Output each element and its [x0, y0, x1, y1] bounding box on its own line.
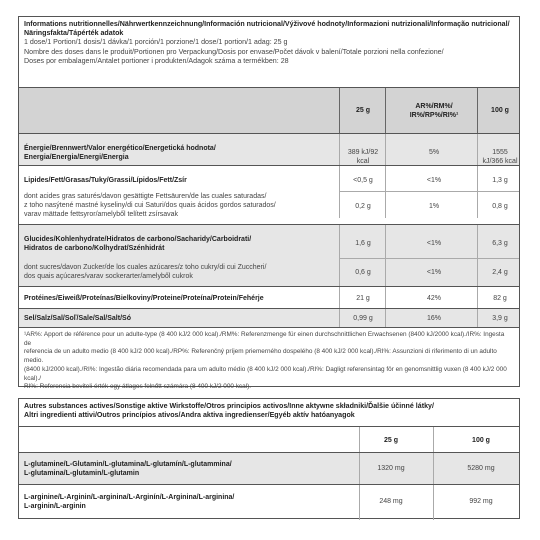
protein-ri: 42% [426, 295, 441, 302]
row-label-fat: Lipides/Fett/Grasas/Tuky/Grassi/Lípidos/Fett/Zsír [24, 177, 187, 184]
divider [385, 88, 386, 134]
nutrition-header [19, 17, 519, 66]
row-label-saturates-line3: varav mättade fettsyror/amelyből telített zsírsavak [24, 211, 179, 218]
footnote-line1: ¹AR%: Apport de référence pour un adulte-type (8 400 kJ/2 000 kcal)./RM%: Referenzmenge für einen durchschnittlichen Erwachsenen (8400 kJ/2000 kcal)./IR%: Ingesta de [24, 331, 505, 347]
divider [339, 134, 340, 166]
table-row-arginine [19, 484, 519, 520]
divider [477, 88, 478, 134]
divider [477, 134, 478, 166]
row-label-saturates-line2: z toho nasýtené mastné kyseliny/di cui Saturi/dos quais ácidos gordos saturados/ [24, 202, 276, 209]
saturates-per-100g: 0,8 g [492, 203, 508, 210]
nutrition-table-panel [18, 16, 520, 391]
active-column-header-row [19, 426, 519, 453]
row-label-glutamine-line2: L-glutamina/L-glutamin/L-glutamin [24, 470, 140, 477]
saturates-ri: 1% [428, 203, 440, 210]
column-header-row [19, 87, 519, 134]
divider [477, 309, 478, 327]
divider [385, 287, 386, 309]
saturates-per-25g: 0,2 g [355, 203, 371, 210]
divider [385, 134, 386, 166]
active-title-line1: Autres substances actives/Sonstige aktive Wirkstoffe/Otros principios activos/Inne aktywne składniki/Ďalšie účinné látky/ [24, 402, 434, 410]
divider [339, 309, 340, 327]
divider [385, 166, 386, 218]
arginine-per-100g: 992 mg [469, 498, 493, 505]
divider [477, 166, 478, 218]
salt-per-25g: 0,99 g [353, 315, 373, 322]
table-row-salt [19, 308, 519, 328]
row-label-carbs-line1: Glucides/Kohlenhydrate/Hidratos de carbono/Sacharidy/Carboidrati/ [24, 236, 252, 243]
protein-per-100g: 82 g [493, 295, 507, 302]
fat-per-100g: 1,3 g [492, 177, 508, 184]
energy-ri: 5% [428, 149, 440, 156]
protein-per-25g: 21 g [356, 295, 370, 302]
row-label-energy-line2: Energia/Energia/Energi/Energia [24, 154, 129, 161]
arginine-per-25g: 248 mg [379, 498, 403, 505]
divider [339, 166, 340, 218]
divider [477, 287, 478, 309]
active-substances-panel [18, 398, 520, 519]
serving-size: 1 dose/1 Portion/1 dosis/1 dávka/1 porción/1 porzione/1 dose/1 portion/1 adag: 25 g [24, 38, 288, 47]
salt-ri: 16% [426, 315, 441, 322]
column-header-ri-line2: IR%/RP%/RI%¹ [409, 112, 459, 119]
table-row-glutamine [19, 452, 519, 485]
footnote-line2: referencia de un adulto medio (8 400 kJ/2 000 kcal)./RP%: Referenčný príjem priemerného dospelého (8 400 kJ/2 000 kcal)./RI%: Assunzioni di riferimento di un adulto medio. [24, 348, 497, 365]
carbs-per-25g: 1,6 g [355, 240, 371, 247]
sugars-per-100g: 2,4 g [492, 269, 508, 276]
divider [477, 225, 478, 287]
glutamine-per-100g: 5280 mg [467, 465, 495, 472]
row-label-sugars-line2: dos quais açúcares/varav sockerarter/amelyből cukrok [24, 273, 193, 280]
divider [339, 225, 340, 287]
row-label-carbs-line2: Hidratos de carbono/Kolhydrat/Szénhidrát [24, 245, 165, 252]
row-label-saturates-line1: dont acides gras saturés/davon gesättigte Fettsäuren/de las cuales saturadas/ [24, 193, 267, 200]
salt-per-100g: 3,9 g [492, 315, 508, 322]
divider [433, 427, 434, 453]
energy-per-100g: 1555 kJ/366 kcal [482, 149, 518, 165]
row-label-glutamine-line1: L-glutamine/L-Glutamin/L-glutamina/L-glutamín/L-glutammina/ [24, 461, 232, 468]
active-substances-title [24, 402, 434, 421]
active-column-header-100g: 100 g [472, 437, 490, 444]
sugars-ri: <1% [426, 269, 442, 276]
carbs-per-100g: 6,3 g [492, 240, 508, 247]
active-title-line2: Altri ingredienti attivi/Outros princípios ativos/Andra aktiva ingredienser/Egyéb aktív hatóanyagok [24, 411, 355, 420]
active-column-header-25g: 25 g [383, 437, 398, 444]
divider [433, 453, 434, 485]
fat-per-25g: <0,5 g [353, 177, 373, 184]
nutrition-title-line1: Informations nutritionnelles/Nährwertkennzeichnung/Información nutricional/Výživové hodnoty/Informazioni nutrizionali/Informação nutricional/ [24, 20, 510, 28]
divider [359, 485, 360, 520]
divider [339, 191, 519, 192]
column-header-ri-line1: AR%/RM%/ [415, 103, 453, 110]
footnote-line3: (8400 kJ/2000 kcal)./RI%: Ingestão diária recomendada para um adulto médio (8 400 kJ/2 000 kcal)./RI%: Dagligt referensintag för en genomsnittlig vuxen (8 400 kJ/2 000 kcal)./ [24, 365, 507, 382]
table-row-energy [19, 133, 519, 166]
carbs-ri: <1% [426, 240, 442, 247]
row-label-arginine-line1: L-arginine/L-Arginin/L-arginina/L-Arginín/L-Arginina/L-arginina/ [24, 494, 235, 501]
divider [385, 309, 386, 327]
column-header-100g: 100 g [491, 107, 509, 114]
energy-per-25g: 389 kJ/92 kcal [347, 149, 379, 165]
footnote-line4: RI%: Referencia beviteli érték egy átlagos felnőtt számára (8 400 kJ/2 000 kcal). [24, 383, 251, 391]
nutrition-title-line2: Näringsfakta/Tápérték adatok [24, 29, 124, 38]
row-label-sugars-line1: dont sucres/davon Zucker/de los cuales azúcares/z toho cukry/di cui Zuccheri/ [24, 264, 267, 271]
servings-per-package-line2: Doses por embalagem/Antalet portioner i produkten/Adagok száma a termékben: 28 [24, 56, 289, 65]
divider [339, 88, 340, 134]
divider [359, 453, 360, 485]
table-row-fat [19, 165, 519, 218]
row-label-salt: Sel/Salz/Sal/Soľ/Sale/Sal/Salt/Só [24, 315, 131, 322]
row-label-energy-line1: Énergie/Brennwert/Valor energético/Energetická hodnota/ [24, 145, 216, 152]
sugars-per-25g: 0,6 g [355, 269, 371, 276]
servings-per-package-line1: Nombre des doses dans le produit/Portionen pro Verpackung/Dosis por envase/Počet dávok v balení/Totale porzioni nella confezione/ [24, 47, 444, 56]
divider [339, 287, 340, 309]
fat-ri: <1% [426, 177, 442, 184]
column-header-25g: 25 g [355, 107, 370, 114]
divider [385, 225, 386, 287]
row-label-protein: Protéines/Eiweiß/Proteínas/Bielkoviny/Proteine/Proteína/Protein/Fehérje [24, 295, 264, 302]
table-row-carbohydrate [19, 224, 519, 287]
glutamine-per-25g: 1320 mg [377, 465, 405, 472]
table-row-protein [19, 286, 519, 309]
divider [359, 427, 360, 453]
reference-intake-footnote [24, 331, 511, 392]
divider [433, 485, 434, 520]
row-label-arginine-line2: L-arginin/L-arginin [24, 503, 86, 510]
divider [339, 258, 519, 259]
